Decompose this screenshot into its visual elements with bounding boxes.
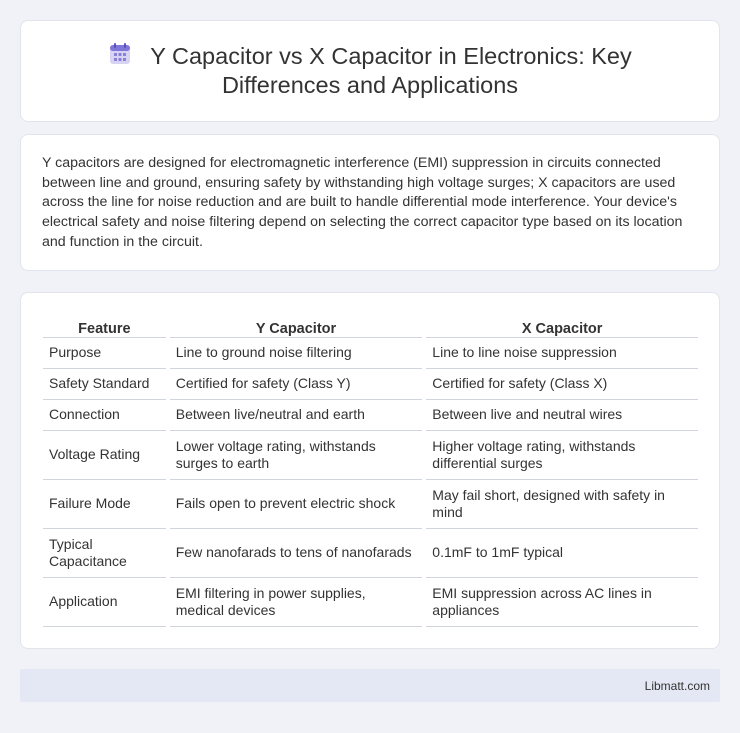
table-row: [43, 578, 698, 627]
table-header-row: [43, 317, 698, 338]
cell-x: Between live and neutral wires: [426, 400, 698, 431]
cell-y: Certified for safety (Class Y): [170, 369, 423, 400]
table-row: [43, 400, 698, 431]
cell-y: Fails open to prevent electric shock: [170, 480, 423, 529]
intro-paragraph: Y capacitors are designed for electromagnetic interference (EMI) suppression in circuits connected between line and ground, ensuring safety by withstanding high voltage surges; X capacitors are used across the line for noise reduction and are built to handle differential mode interference. Your device's electrical safety and noise filtering depend on selecting the correct capacitor type based on its location and function in the circuit.: [42, 155, 683, 250]
header-x-capacitor: X Capacitor: [426, 317, 698, 338]
cell-x: Certified for safety (Class X): [426, 369, 698, 400]
cell-feature: Purpose: [43, 338, 166, 369]
cell-feature: Voltage Rating: [43, 431, 166, 480]
cell-y: Between live/neutral and earth: [170, 400, 423, 431]
table-row: [43, 369, 698, 400]
page-title-wrap: [61, 42, 679, 100]
page-title: Y Capacitor vs X Capacitor in Electronics: Key Differences and Applications: [150, 43, 632, 98]
cell-x: May fail short, designed with safety in mind: [426, 480, 698, 529]
calendar-icon: [108, 42, 132, 66]
cell-feature: Typical Capacitance: [43, 529, 166, 578]
cell-x: Higher voltage rating, withstands differential surges: [426, 431, 698, 480]
footer-bar: [20, 669, 720, 702]
intro-card: [20, 134, 720, 271]
cell-feature: Safety Standard: [43, 369, 166, 400]
title-card: [20, 20, 720, 122]
comparison-table: [43, 317, 698, 627]
cell-y: Line to ground noise filtering: [170, 338, 423, 369]
cell-x: 0.1mF to 1mF typical: [426, 529, 698, 578]
header-feature: Feature: [43, 317, 166, 338]
header-y-capacitor: Y Capacitor: [170, 317, 423, 338]
cell-feature: Failure Mode: [43, 480, 166, 529]
cell-x: Line to line noise suppression: [426, 338, 698, 369]
cell-feature: Connection: [43, 400, 166, 431]
footer-brand[interactable]: Libmatt.com: [644, 678, 710, 693]
table-row: [43, 338, 698, 369]
comparison-table-card: [20, 292, 720, 649]
cell-x: EMI suppression across AC lines in appliances: [426, 578, 698, 627]
table-row: [43, 480, 698, 529]
table-row: [43, 431, 698, 480]
cell-y: Few nanofarads to tens of nanofarads: [170, 529, 423, 578]
cell-y: Lower voltage rating, withstands surges to earth: [170, 431, 423, 480]
cell-y: EMI filtering in power supplies, medical devices: [170, 578, 423, 627]
cell-feature: Application: [43, 578, 166, 627]
table-row: [43, 529, 698, 578]
